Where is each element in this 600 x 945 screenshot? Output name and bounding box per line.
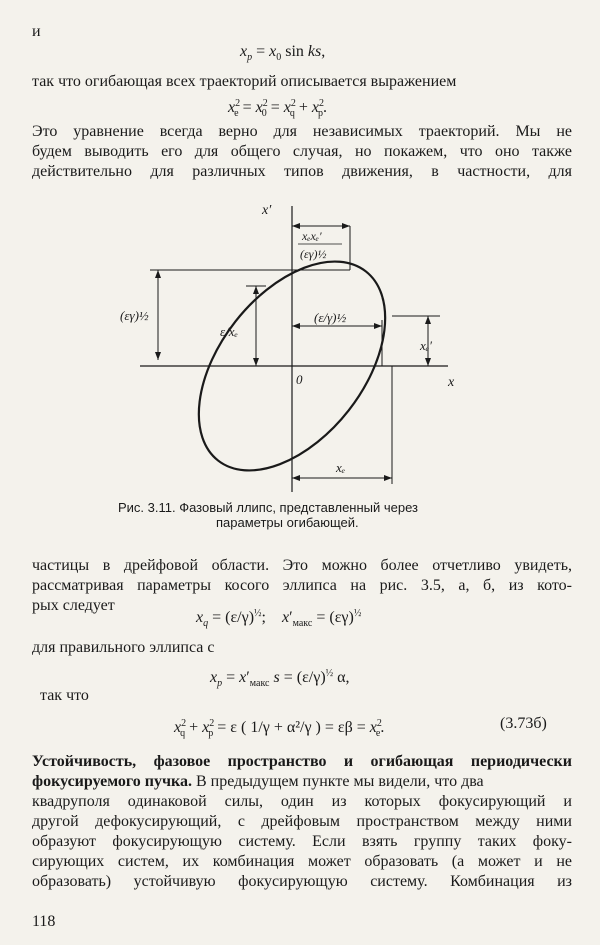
formula-xq: $x_q = (\varepsilon/\gamma)^{\frac{1}{2}}$; $x'_{макс} = (\varepsilon\gamma)^{\frac{1}{2}}$ [196, 608, 362, 629]
text-line: и [32, 23, 41, 40]
paragraph-line: рассматривая параметры косого эллипса на рис. 3.5, а, б, из кото- [32, 577, 572, 594]
text-line: для правильного эллипса с [32, 639, 215, 656]
axis-label-y: x′ [262, 203, 272, 218]
section-heading: Устойчивость, фазовое пространство и огибающая периодически [32, 753, 572, 770]
paragraph-line: сирующих систем, их комбинация может образовать (а может и не [32, 853, 572, 870]
formula-xp: $x_p = x_0$ sin ks, [240, 43, 326, 63]
formula-xp2: $x_p = x'_{макс}$ $s = (\varepsilon/\gamma)^{\frac{1}{2}}$ α, [210, 668, 350, 689]
text-line: так что огибающая всех траекторий описывается выражением [32, 73, 457, 90]
label-top-denominator: (εγ)½ [300, 247, 327, 261]
label-center: (ε/γ)½ [314, 310, 347, 325]
label-left: (εγ)½ [120, 308, 149, 323]
axis-label-x: x [448, 375, 455, 390]
label-top-numerator: xₑxₑ′ [302, 229, 322, 243]
origin-label: 0 [296, 372, 303, 387]
paragraph-line: будем выводить его для общего случая, но покажем, что оно также [32, 143, 572, 160]
equation-number: (3.73б) [500, 715, 547, 732]
paragraph-line: Это уравнение всегда верно для независимых траекторий. Мы не [32, 123, 572, 140]
label-bottom: xₑ [336, 460, 346, 475]
paragraph-line: образовать) устойчивую фокусирующую систему. Комбинация из [32, 873, 572, 890]
paragraph-line: фокусируемого пучка. В предыдущем пункте мы видели, что два [32, 773, 484, 790]
paragraph-line: квадруполя одинаковой силы, один из которых фокусирующий и [32, 793, 572, 810]
label-inner: ε/xₑ [220, 324, 238, 339]
text-line: так что [40, 687, 89, 704]
formula-envelope: $x^2_e = x^2_0 = x^2_q + x^2_p$. [228, 98, 327, 119]
paragraph-line: образуют фокусирующую систему. Если взять группу таких фоку- [32, 833, 572, 850]
figure-caption: параметры огибающей. [216, 515, 359, 530]
phase-ellipse-figure [120, 190, 460, 500]
paragraph-line: действительно для различных типов движения, в частности, для [32, 163, 572, 180]
formula-sum: $x^2_q + x^2_p = \varepsilon$ ( 1/γ + α²/γ ) = $\varepsilon\beta = x^2_e$. [174, 718, 385, 739]
figure-caption: Рис. 3.11. Фазовый ллипс, представленный через [118, 500, 419, 515]
label-right: xₑ′ [420, 338, 433, 353]
paragraph-line: частицы в дрейфовой области. Это можно более отчетливо увидеть, [32, 557, 572, 574]
paragraph-line: рых следует [32, 597, 115, 614]
page-number: 118 [32, 913, 56, 930]
paragraph-line: другой дефокусирующий, с дрейфовым пространством между ними [32, 813, 572, 830]
